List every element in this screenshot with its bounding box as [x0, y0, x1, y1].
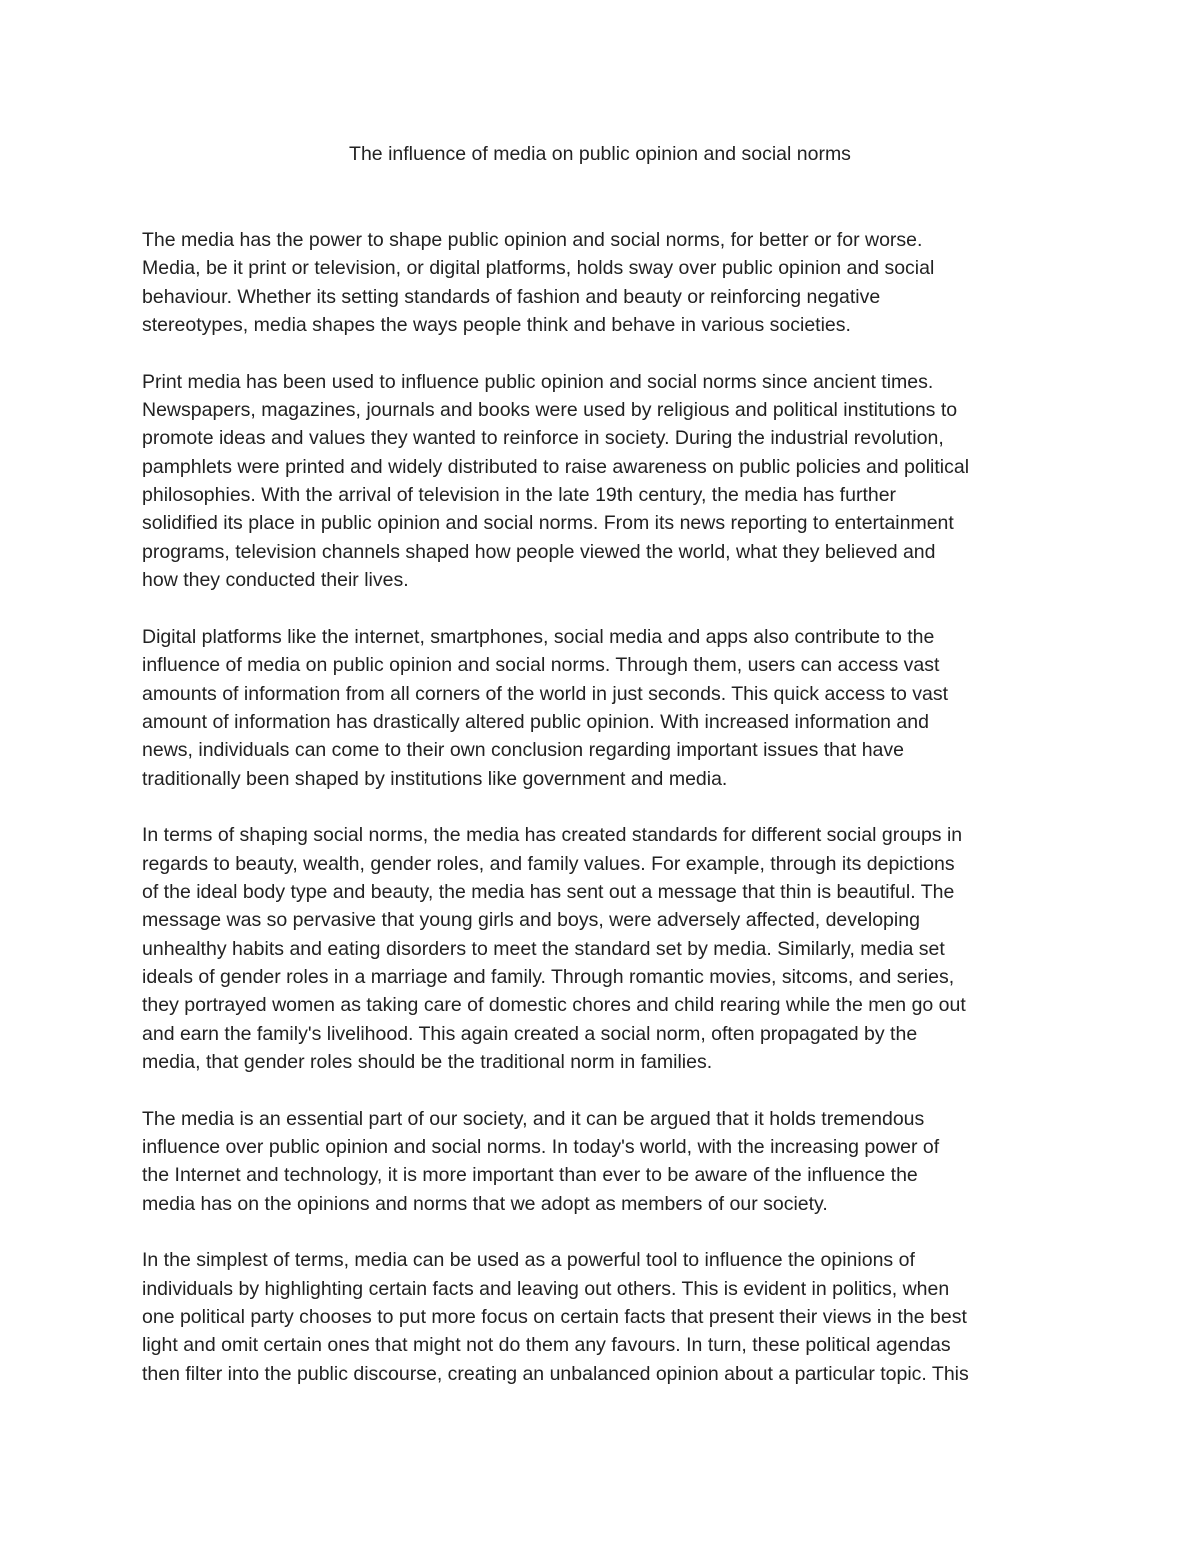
text-line: light and omit certain ones that might not do them any favours. In turn, these political agendas [142, 1334, 951, 1357]
text-line: solidified its place in public opinion and social norms. From its news reporting to entertainment [142, 512, 954, 535]
paragraph-essential-part [142, 1105, 1062, 1218]
text-line: individuals by highlighting certain facts and leaving out others. This is evident in politics, when [142, 1277, 950, 1300]
text-line: media, that gender roles should be the traditional norm in families. [142, 1050, 713, 1073]
text-line: then filter into the public discourse, creating an unbalanced opinion about a particular topic. This [142, 1362, 969, 1385]
text-line: amounts of information from all corners of the world in just seconds. This quick access to vast [142, 682, 948, 705]
text-line: influence of media on public opinion and social norms. Through them, users can access vast [142, 654, 940, 677]
text-line: promote ideas and values they wanted to reinforce in society. During the industrial revolution, [142, 427, 944, 450]
paragraph-digital-platforms [142, 623, 1062, 793]
text-line: regards to beauty, wealth, gender roles, and family values. For example, through its depictions [142, 852, 955, 875]
document-body [142, 226, 1062, 1416]
text-line: Newspapers, magazines, journals and books were used by religious and political institutions to [142, 399, 958, 422]
text-line: The media is an essential part of our society, and it can be argued that it holds tremendous [142, 1107, 925, 1130]
paragraph-intro [142, 226, 1062, 339]
paragraph-powerful-tool [142, 1246, 1062, 1388]
text-line: one political party chooses to put more focus on certain facts that present their views in the best [142, 1306, 967, 1329]
text-line: In terms of shaping social norms, the media has created standards for different social groups in [142, 824, 963, 847]
text-line: stereotypes, media shapes the ways people think and behave in various societies. [142, 314, 851, 337]
text-line: the Internet and technology, it is more important than ever to be aware of the influence the [142, 1164, 918, 1187]
paragraph-social-norms [142, 821, 1062, 1076]
text-line: behaviour. Whether its setting standards of fashion and beauty or reinforcing negative [142, 285, 881, 308]
text-line: media has on the opinions and norms that we adopt as members of our society. [142, 1192, 828, 1215]
text-line: influence over public opinion and social norms. In today's world, with the increasing power of [142, 1136, 940, 1158]
text-line: programs, television channels shaped how people viewed the world, what they believed and [142, 540, 936, 563]
text-line: amount of information has drastically altered public opinion. With increased information and [142, 710, 929, 733]
text-line: unhealthy habits and eating disorders to meet the standard set by media. Similarly, media set [142, 937, 945, 960]
text-line: philosophies. With the arrival of television in the late 19th century, the media has further [142, 484, 897, 507]
text-line: The media has the power to shape public opinion and social norms, for better or for worse. [142, 229, 923, 251]
text-line: how they conducted their lives. [142, 569, 409, 592]
text-line: Media, be it print or television, or digital platforms, holds sway over public opinion and social [142, 257, 935, 280]
paragraph-print-media [142, 368, 1062, 595]
text-line: ideals of gender roles in a marriage and family. Through romantic movies, sitcoms, and series, [142, 965, 955, 988]
text-line: of the ideal body type and beauty, the media has sent out a message that thin is beautiful. The [142, 880, 955, 903]
text-line: message was so pervasive that young girls and boys, were adversely affected, developing [142, 909, 920, 932]
text-line: traditionally been shaped by institutions like government and media. [142, 767, 728, 790]
text-line: news, individuals can come to their own conclusion regarding important issues that have [142, 739, 904, 762]
document-title: The influence of media on public opinion and social norms [349, 143, 851, 165]
text-line: they portrayed women as taking care of domestic chores and child rearing while the men go out [142, 994, 966, 1017]
text-line: and earn the family's livelihood. This again created a social norm, often propagated by the [142, 1022, 918, 1045]
text-line: pamphlets were printed and widely distributed to raise awareness on public policies and political [142, 455, 970, 478]
text-line: In the simplest of terms, media can be used as a powerful tool to influence the opinions of [142, 1249, 915, 1272]
text-line: Print media has been used to influence public opinion and social norms since ancient times. [142, 370, 934, 393]
text-line: Digital platforms like the internet, smartphones, social media and apps also contribute to the [142, 625, 935, 648]
